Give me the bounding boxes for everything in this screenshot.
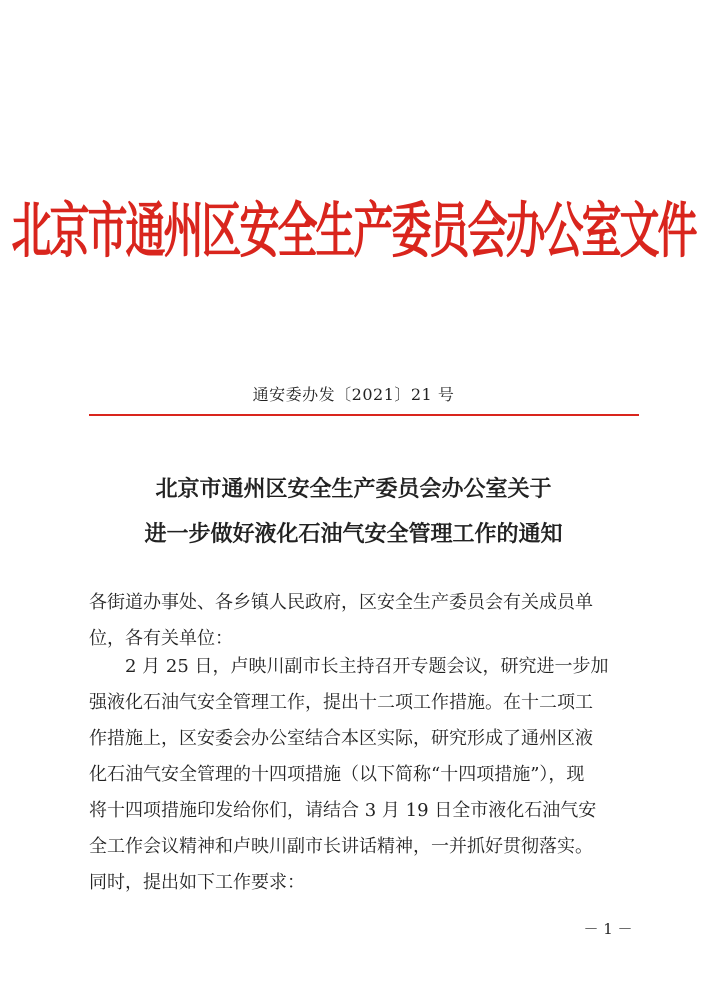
red-header-rule bbox=[89, 414, 639, 416]
document-header-title: 北京市通州区安全生产委员会办公室文件 bbox=[11, 197, 696, 267]
addressee-line-2: 位，各有关单位： bbox=[89, 628, 233, 649]
body-paragraph bbox=[89, 649, 644, 901]
notice-title-line-2: 进一步做好液化石油气安全管理工作的通知 bbox=[144, 521, 563, 547]
paragraph-line: 全工作会议精神和卢映川副市长讲话精神，一并抓好贯彻落实。 bbox=[89, 836, 593, 857]
paragraph-line: 同时，提出如下工作要求： bbox=[89, 872, 305, 893]
paragraph-line: 化石油气安全管理的十四项措施（以下简称“十四项措施”），现 bbox=[89, 764, 585, 785]
addressee-line-1: 各街道办事处、各乡镇人民政府，区安全生产委员会有关成员单 bbox=[89, 592, 593, 613]
page-number: － 1 － bbox=[583, 920, 633, 938]
paragraph-line: 将十四项措施印发给你们，请结合 3 月 19 日全市液化石油气安 bbox=[89, 800, 597, 821]
addressee-block bbox=[89, 585, 644, 657]
document-number: 通安委办发〔2021〕21 号 bbox=[252, 385, 455, 404]
notice-title-line-1: 北京市通州区安全生产委员会办公室关于 bbox=[155, 476, 552, 502]
paragraph-line: 2 月 25 日，卢映川副市长主持召开专题会议，研究进一步加 bbox=[125, 656, 609, 677]
paragraph-line: 强液化石油气安全管理工作，提出十二项工作措施。在十二项工 bbox=[89, 692, 593, 713]
paragraph-line: 作措施上，区安委会办公室结合本区实际，研究形成了通州区液 bbox=[89, 728, 593, 749]
